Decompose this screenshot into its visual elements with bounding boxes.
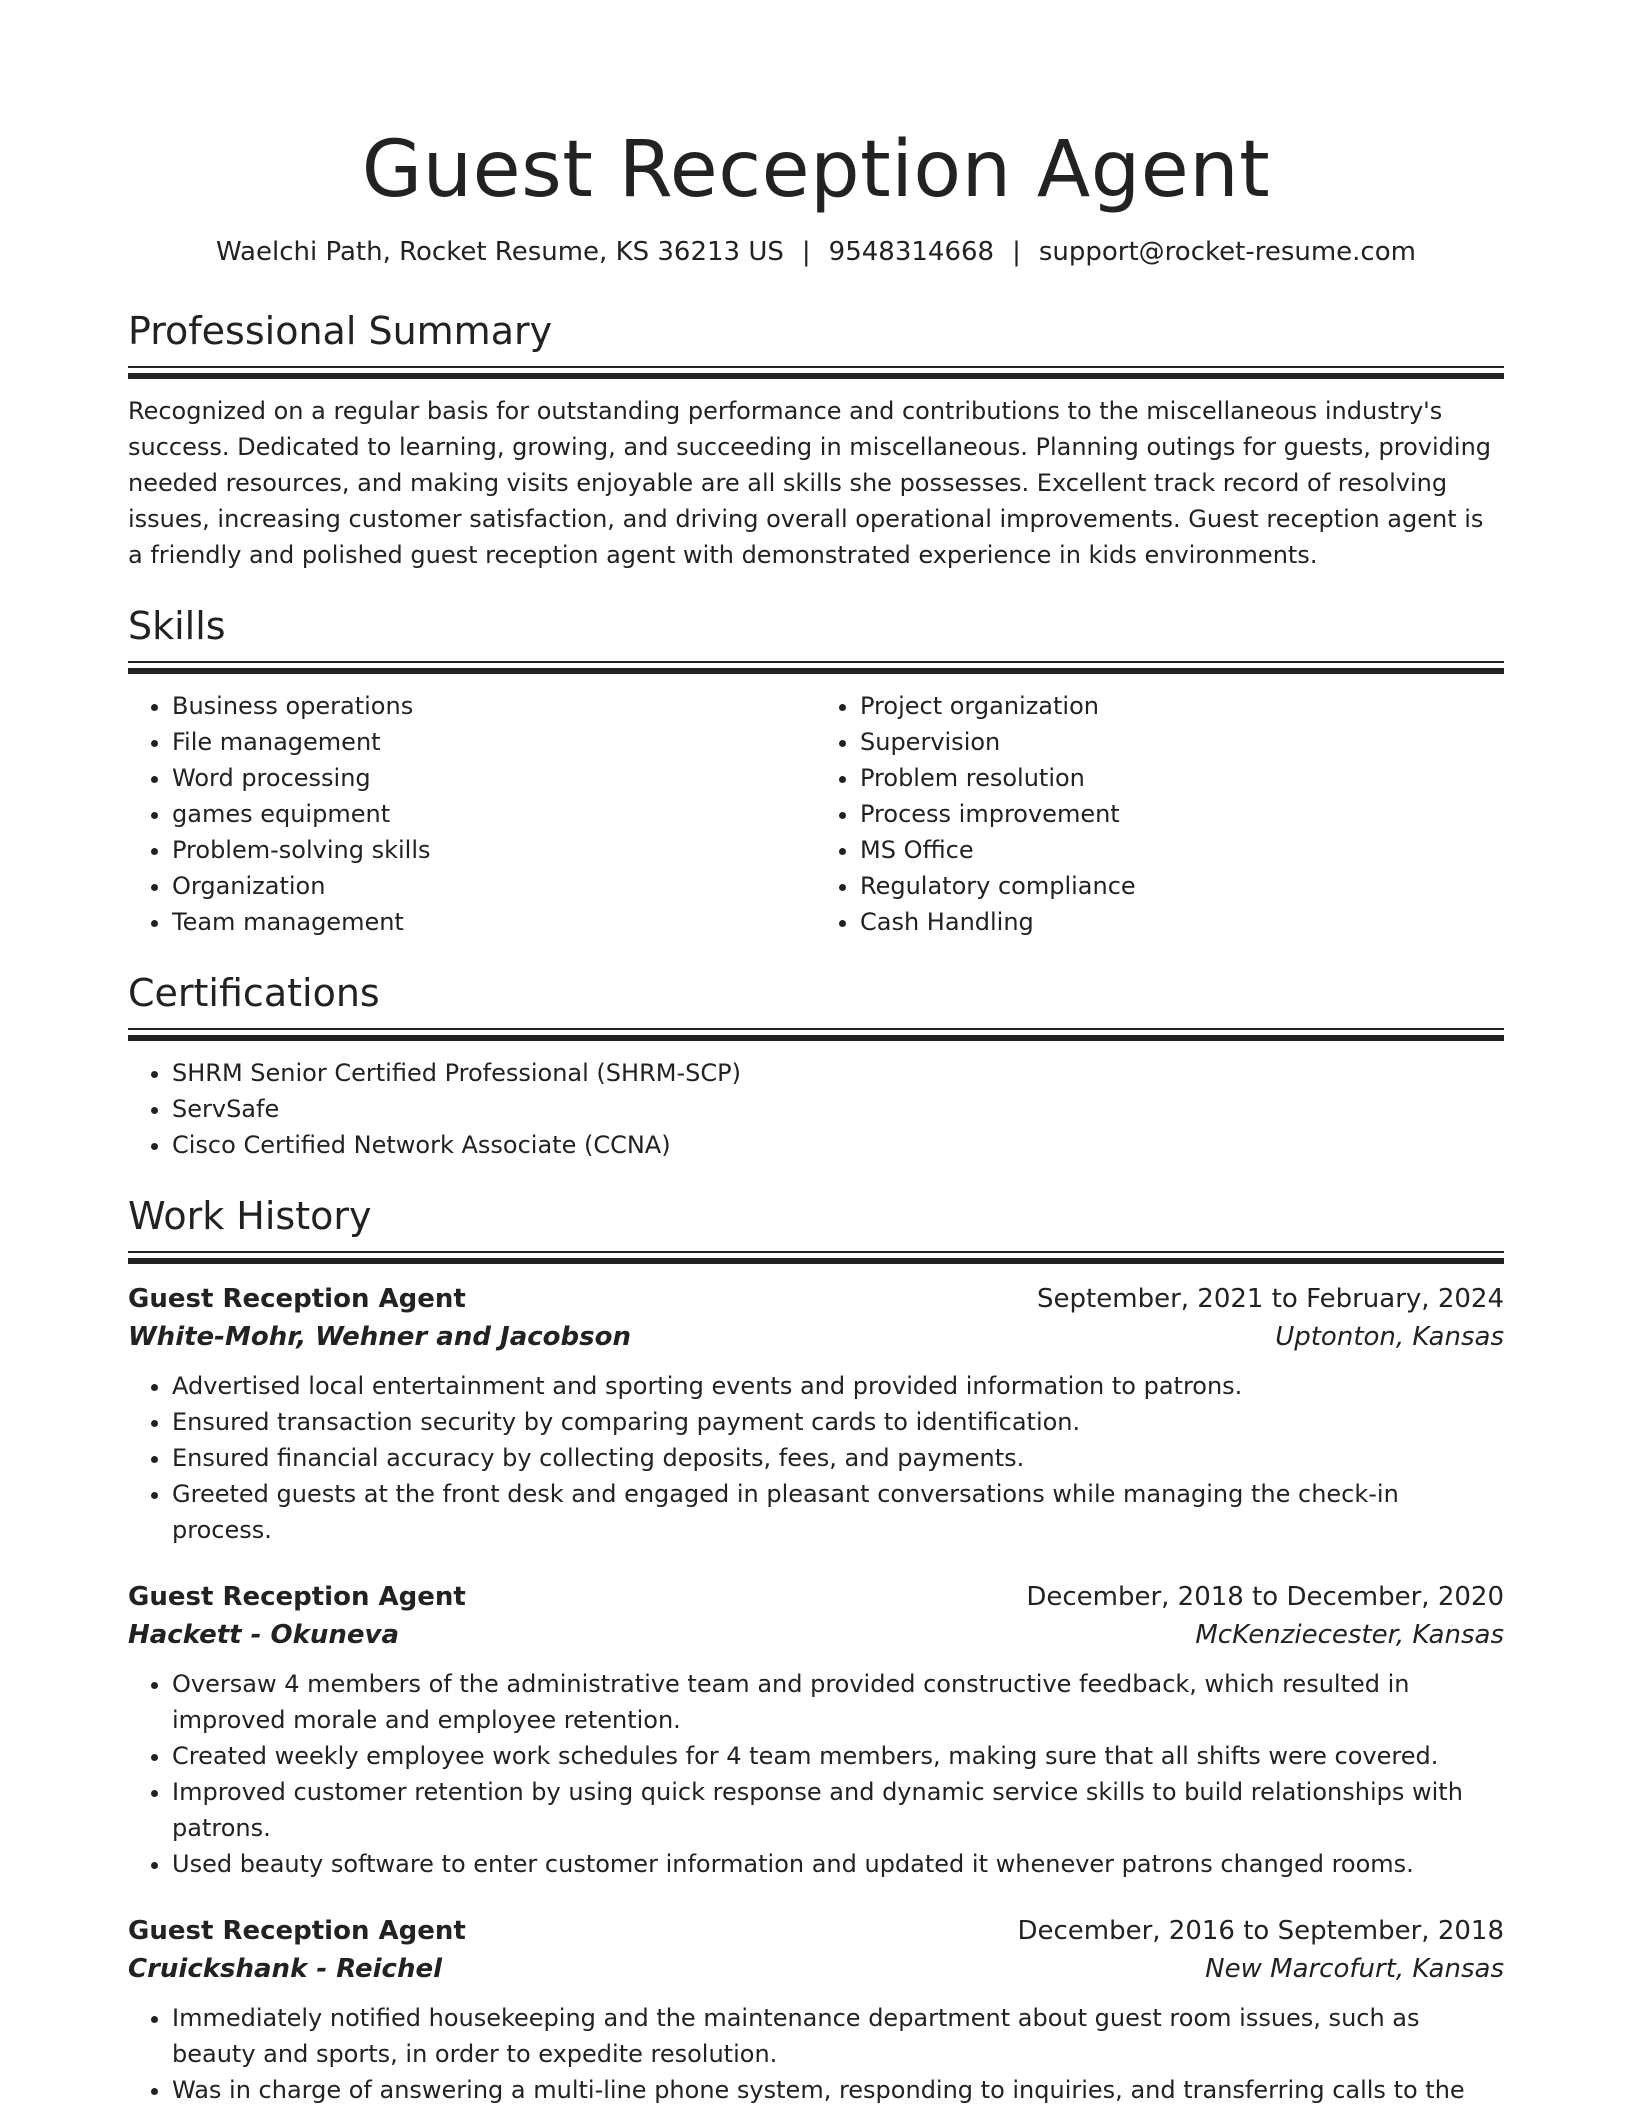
contact-address: Waelchi Path, Rocket Resume, KS 36213 US [216,237,784,267]
summary-text: Recognized on a regular basis for outstanding performance and contributions to the miscellaneous industry's success. Dedicated to learning, growing, and succeeding in miscellaneous. Planning outings for guests, providing needed resources, and making visits enjoyable are all skills she possesses. Excellent track record of resolving issues, increasing customer satisfaction, and driving overall operational improvements. Guest reception agent is a friendly and polished guest reception agent with demonstrated experience in kids environments. [128,397,1492,569]
section-divider [128,1251,1504,1258]
job-bullet: • Created weekly employee work schedules for 4 team members, making sure that all shifts were covered. [172,1738,1504,1774]
resume-name: Guest Reception Agent [361,125,1271,215]
skill-item: • Cash Handling [860,904,1504,940]
certifications-heading: Certifications [128,971,380,1015]
job-title: Guest Reception Agent [128,1916,466,1946]
job-location: McKenziecester, Kansas [1195,1620,1504,1650]
work-history-section [128,1191,1504,2108]
skills-list-right [816,688,1504,940]
skill-item: • Supervision [860,724,1504,760]
job-header-row [128,1280,1504,1318]
job-bullet: • Was in charge of answering a multi-line phone system, responding to inquiries, and transferring calls to the [172,2072,1504,2108]
job-entry [128,1912,1504,2108]
job-bullet: • Improved customer retention by using quick response and dynamic service skills to build relationships with patrons. [172,1774,1504,1846]
skills-list-left [128,688,816,940]
job-company-row [128,1616,1504,1654]
job-header-row [128,1578,1504,1616]
job-location: New Marcofurt, Kansas [1205,1954,1504,1984]
job-bullet: • Immediately notified housekeeping and the maintenance department about guest room issues, such as beauty and sports, in order to expedite resolution. [172,2000,1504,2072]
job-bullet: • Greeted guests at the front desk and engaged in pleasant conversations while managing the check-in process. [172,1476,1504,1548]
skill-item: • games equipment [172,796,816,832]
section-divider-thick [128,373,1504,379]
skill-item: • Regulatory compliance [860,868,1504,904]
job-bullets [128,1368,1504,1548]
skill-item: • File management [172,724,816,760]
job-bullets [128,1666,1504,1882]
summary-section [128,306,1504,573]
job-entry [128,1280,1504,1548]
section-divider-thick [128,668,1504,674]
certification-item: • Cisco Certified Network Associate (CCNA) [172,1127,1504,1163]
job-dates: September, 2021 to February, 2024 [1037,1284,1504,1314]
job-company-row [128,1950,1504,1988]
job-dates: December, 2016 to September, 2018 [1017,1916,1504,1946]
certifications-list [128,1055,1504,1163]
resume-page [128,0,1504,2108]
skill-item: • Project organization [860,688,1504,724]
job-company-row [128,1318,1504,1356]
contact-separator: | [801,237,811,267]
skills-section [128,601,1504,940]
skill-item: • Word processing [172,760,816,796]
job-company: Hackett - Okuneva [128,1620,400,1650]
job-entry [128,1578,1504,1882]
contact-line [128,234,1504,270]
work-history-heading: Work History [128,1194,372,1238]
skill-item: • Process improvement [860,796,1504,832]
skill-item: • Problem-solving skills [172,832,816,868]
skill-item: • MS Office [860,832,1504,868]
job-bullet: • Advertised local entertainment and sporting events and provided information to patrons. [172,1368,1504,1404]
section-divider-thick [128,1035,1504,1041]
job-bullets [128,2000,1504,2108]
summary-heading: Professional Summary [128,309,553,353]
job-title: Guest Reception Agent [128,1582,466,1612]
skills-grid [128,688,1504,940]
job-title: Guest Reception Agent [128,1284,466,1314]
job-header-row [128,1912,1504,1950]
skill-item: • Organization [172,868,816,904]
skill-item: • Team management [172,904,816,940]
job-bullet: • Used beauty software to enter customer information and updated it whenever patrons changed rooms. [172,1846,1504,1882]
contact-phone: 9548314668 [828,237,995,267]
job-location: Uptonton, Kansas [1275,1322,1504,1352]
job-bullet: • Oversaw 4 members of the administrative team and provided constructive feedback, which resulted in improved morale and employee retention. [172,1666,1504,1738]
contact-separator: | [1012,237,1021,267]
section-divider-thick [128,1258,1504,1264]
skill-item: • Problem resolution [860,760,1504,796]
contact-email: support@rocket-resume.com [1038,237,1416,267]
certification-item: • SHRM Senior Certified Professional (SHRM-SCP) [172,1055,1504,1091]
job-company: Cruickshank - Reichel [128,1954,442,1984]
job-company: White-Mohr, Wehner and Jacobson [128,1322,631,1352]
job-bullet: • Ensured transaction security by comparing payment cards to identification. [172,1404,1504,1440]
skill-item: • Business operations [172,688,816,724]
certification-item: • ServSafe [172,1091,1504,1127]
skills-heading: Skills [128,604,226,648]
job-bullet: • Ensured financial accuracy by collecting deposits, fees, and payments. [172,1440,1504,1476]
section-divider [128,661,1504,668]
section-divider [128,1028,1504,1035]
job-dates: December, 2018 to December, 2020 [1026,1582,1504,1612]
certifications-section [128,968,1504,1163]
section-divider [128,366,1504,373]
